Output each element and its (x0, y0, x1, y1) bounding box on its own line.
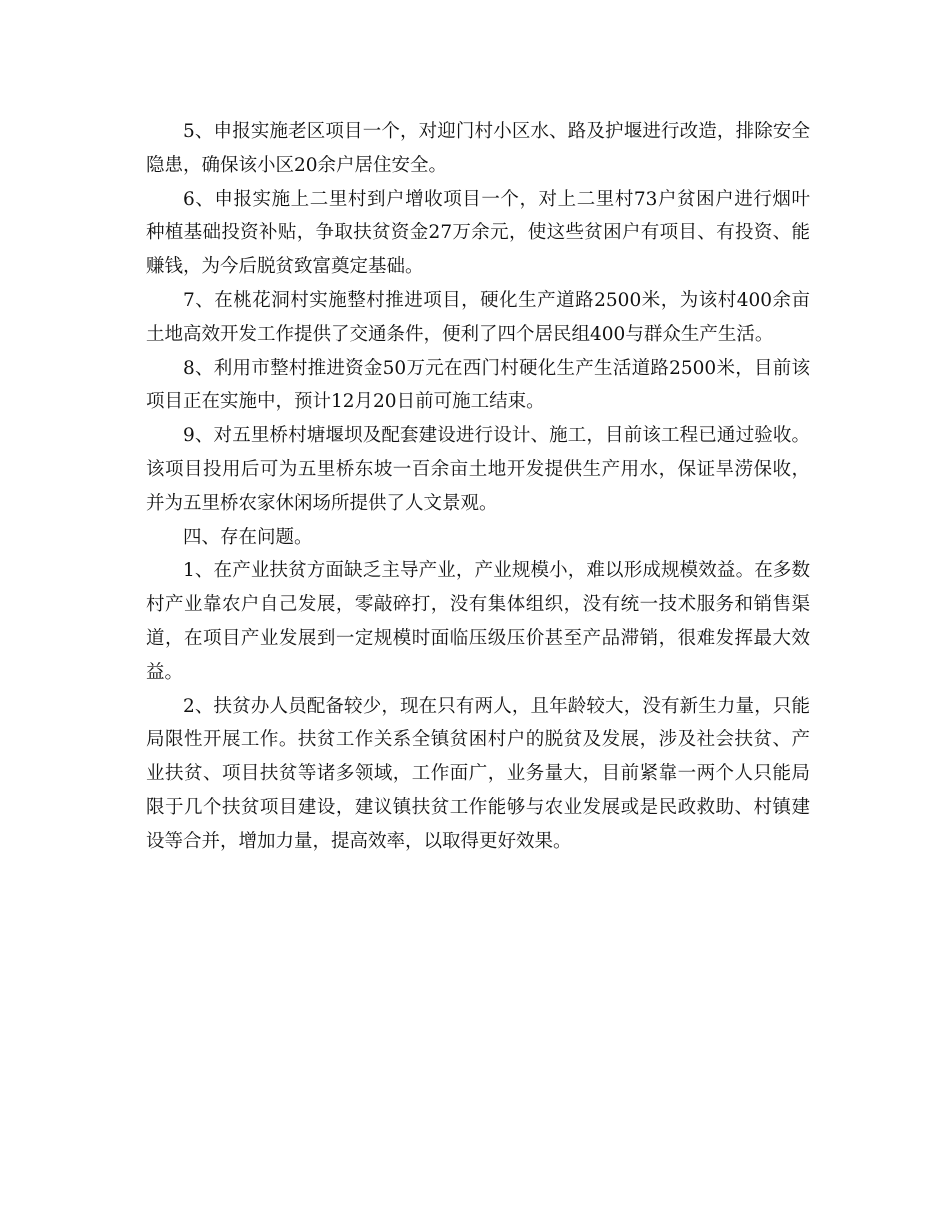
section-heading-issues: 四、存在问题。 (183, 526, 313, 548)
paragraph-item-6: 6、申报实施上二里村到户增收项目一个，对上二里村73户贫困户进行烟叶种植基础投资补贴，争取扶贫资金27万余元，使这些贫困户有项目、有投资、能赚钱，为今后脱贫致富奠定基础。 (146, 188, 810, 278)
paragraph-item-9: 9、对五里桥村塘堰坝及配套建设进行设计、施工，目前该工程已通过验收。该项目投用后可为五里桥东坡一百余亩土地开发提供生产用水，保证旱涝保收，并为五里桥农家休闲场所提供了人文景观。 (146, 425, 810, 514)
issue-item-1: 1、在产业扶贫方面缺乏主导产业，产业规模小，难以形成规模效益。在多数村产业靠农户自己发展，零敲碎打，没有集体组织，没有统一技术服务和销售渠道，在项目产业发展到一定规模时面临压级压价甚至产品滞销，很难发挥最大效益。 (146, 560, 810, 683)
document-body (146, 115, 810, 859)
issue-item-2: 2、扶贫办人员配备较少，现在只有两人，且年龄较大，没有新生力量，只能局限性开展工作。扶贫工作关系全镇贫困村户的脱贫及发展，涉及社会扶贫、产业扶贫、项目扶贫等诸多领域，工作面广，业务量大，目前紧靠一两个人只能局限于几个扶贫项目建设，建议镇扶贫工作能够与农业发展或是民政救助、村镇建设等合并，增加力量，提高效率，以取得更好效果。 (146, 695, 810, 852)
paragraph-item-7: 7、在桃花洞村实施整村推进项目，硬化生产道路2500米，为该村400余亩土地高效开发工作提供了交通条件，便利了四个居民组400与群众生产生活。 (146, 289, 810, 345)
paragraph-item-8: 8、利用市整村推进资金50万元在西门村硬化生产生活道路2500米，目前该项目正在实施中，预计12月20日前可施工结束。 (146, 357, 810, 413)
paragraph-item-5: 5、申报实施老区项目一个，对迎门村小区水、路及护堰进行改造，排除安全隐患，确保该小区20余户居住安全。 (146, 121, 810, 176)
